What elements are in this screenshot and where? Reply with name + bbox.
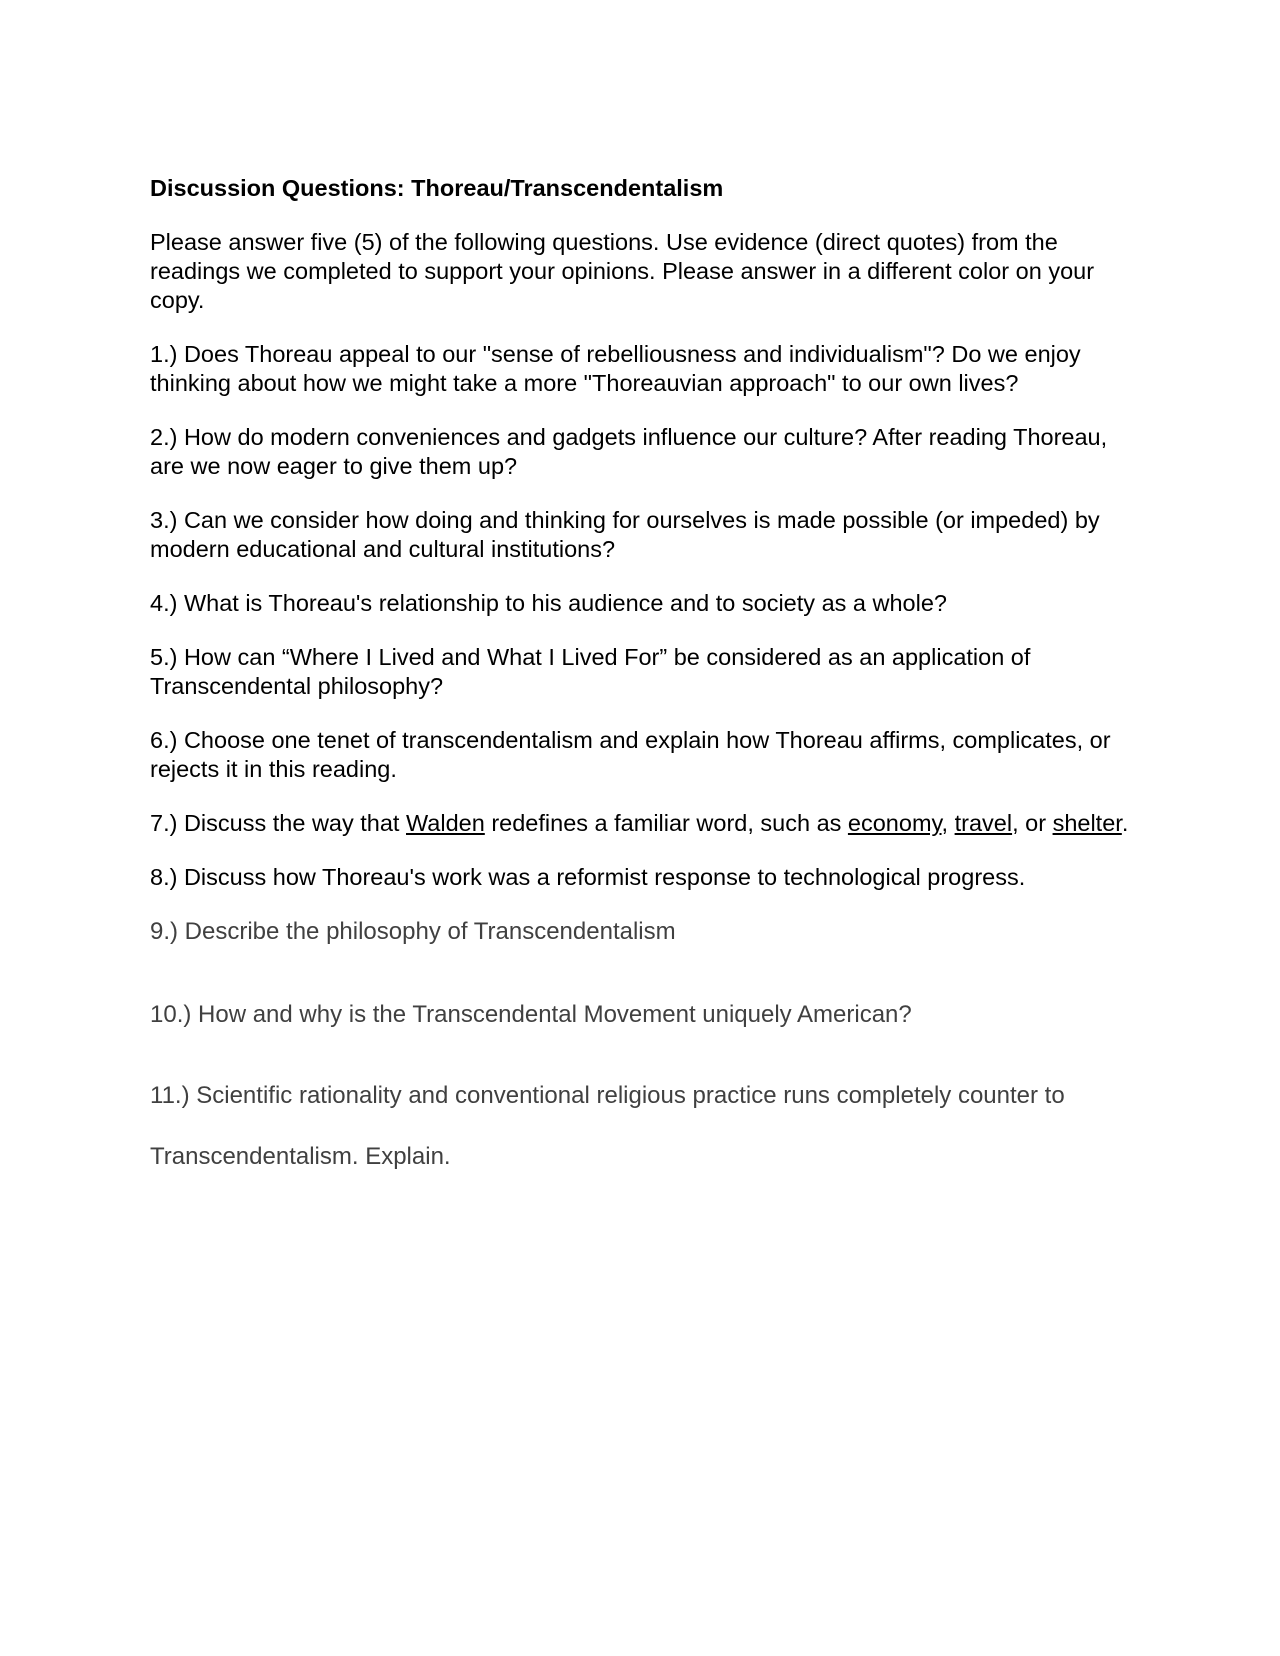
question-9: 9.) Describe the philosophy of Transcendentalism: [150, 918, 676, 945]
instructions-paragraph: Please answer five (5) of the following questions. Use evidence (direct quotes) from the readings we completed to support your opinions. Please answer in a different color on your copy.: [150, 229, 1095, 313]
question-6: 6.) Choose one tenet of transcendentalism and explain how Thoreau affirms, complicates, or rejects it in this reading.: [150, 727, 1111, 782]
document-title: Discussion Questions: Thoreau/Transcendentalism: [150, 175, 724, 201]
question-7-prefix: 7.) Discuss the way that: [150, 810, 406, 836]
question-7-end: .: [1121, 810, 1129, 836]
question-7-comma-1: ,: [941, 810, 955, 836]
document-page: [150, 174, 1140, 1212]
question-5: 5.) How can “Where I Lived and What I Lived For” be considered as an application of Transcendental philosophy?: [150, 644, 1031, 699]
question-3: 3.) Can we consider how doing and thinking for ourselves is made possible (or impeded) by modern educational and cultural institutions?: [150, 507, 1100, 562]
question-7-middle: redefines a familiar word, such as: [484, 810, 848, 836]
question-7-comma-2: , or: [1012, 810, 1053, 836]
question-11: 11.) Scientific rationality and conventional religious practice runs completely counter to Transcendentalism. Explain.: [150, 1082, 1065, 1170]
underlined-walden: Walden: [406, 810, 485, 836]
question-2: 2.) How do modern conveniences and gadgets influence our culture? After reading Thoreau, are we now eager to give them up?: [150, 424, 1108, 479]
question-8: 8.) Discuss how Thoreau's work was a reformist response to technological progress.: [150, 864, 1026, 890]
question-1: 1.) Does Thoreau appeal to our "sense of rebelliousness and individualism"? Do we enjoy thinking about how we might take a more "Thoreauvian approach" to our own lives?: [150, 341, 1081, 396]
question-7: [150, 809, 1140, 838]
underlined-travel: travel: [954, 810, 1013, 836]
question-4: 4.) What is Thoreau's relationship to his audience and to society as a whole?: [150, 590, 947, 616]
underlined-economy: economy: [847, 810, 942, 836]
underlined-shelter: shelter: [1052, 810, 1122, 836]
question-10: 10.) How and why is the Transcendental Movement uniquely American?: [150, 1001, 912, 1028]
